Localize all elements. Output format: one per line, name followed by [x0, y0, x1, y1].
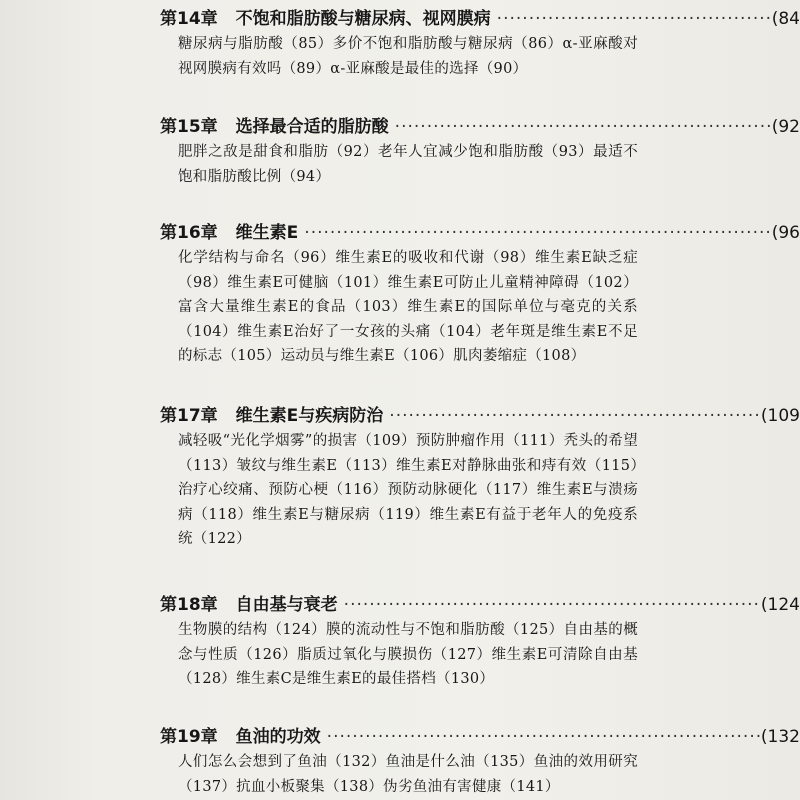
- chapter-page: (92: [771, 117, 800, 137]
- chapter-title: 鱼油的功效: [235, 727, 321, 747]
- chapter-title: 自由基与衰老: [235, 595, 338, 615]
- chapter-entries: 人们怎么会想到了鱼油（132）鱼油是什么油（135）鱼油的效用研究（137）抗血小板聚集（138）伪劣鱼油有害健康（141）: [178, 754, 638, 795]
- leader-dots: [395, 114, 772, 140]
- chapter-title: 选择最合适的脂肪酸: [235, 117, 389, 137]
- chapter-entries: 糖尿病与脂肪酸（85）多价不饱和脂肪酸与糖尿病（86）α-亚麻酸对视网膜病有效吗（89）α-亚麻酸是最佳的选择（90）: [178, 36, 638, 77]
- chapter-heading: [160, 6, 800, 32]
- chapter-page: (124: [760, 595, 800, 615]
- chapter-page: (96: [771, 223, 800, 243]
- chapter-page: (109: [760, 406, 800, 426]
- chapter-page: (132: [760, 727, 800, 747]
- chapter-heading: [160, 592, 800, 618]
- chapter-18: [160, 592, 800, 692]
- chapter-entries: 生物膜的结构（124）膜的流动性与不饱和脂肪酸（125）自由基的概念与性质（126）脂质过氧化与膜损伤（127）维生素E可清除自由基（128）维生素C是维生素E的最佳搭档（130）: [178, 622, 638, 687]
- chapter-number: 第17章: [160, 406, 218, 426]
- chapter-number: 第18章: [160, 595, 218, 615]
- chapter-heading: [160, 403, 800, 429]
- chapter-entries: 减轻吸“光化学烟雾”的损害（109）预防肿瘤作用（111）秃头的希望（113）皱纹与维生素E（113）维生素E对静脉曲张和痔有效（115）治疗心绞痛、预防心梗（116）预防动脉硬化（117）维生素E与溃疡病（118）维生素E与糖尿病（119）维生素E有益于老年人的免疫系统（122）: [178, 433, 638, 547]
- chapter-entries: 肥胖之敌是甜食和脂肪（92）老年人宜减少饱和脂肪酸（93）最适不饱和脂肪酸比例（94）: [178, 144, 638, 185]
- leader-dots: [304, 220, 771, 246]
- chapter-title: 维生素E与疾病防治: [235, 406, 384, 426]
- chapter-number: 第14章: [160, 9, 218, 29]
- chapter-number: 第15章: [160, 117, 218, 137]
- chapter-title: 维生素E: [235, 223, 299, 243]
- chapter-heading: [160, 114, 800, 140]
- chapter-16: [160, 220, 800, 369]
- chapter-15: [160, 114, 800, 189]
- chapter-heading: [160, 220, 800, 246]
- chapter-number: 第19章: [160, 727, 218, 747]
- chapter-page: (84: [771, 9, 800, 29]
- chapter-number: 第16章: [160, 223, 218, 243]
- chapter-14: [160, 6, 800, 81]
- chapter-17: [160, 403, 800, 552]
- leader-dots: [497, 6, 772, 32]
- chapter-entries: 化学结构与命名（96）维生素E的吸收和代谢（98）维生素E缺乏症（98）维生素E可健脑（101）维生素E可防止儿童精神障碍（102）富含大量维生素E的食品（103）维生素E的国际单位与毫克的关系（104）维生素E治好了一女孩的头痛（104）老年斑是维生素E不足的标志（105）运动员与维生素E（106）肌肉萎缩症（108）: [178, 250, 638, 364]
- chapter-19: [160, 724, 800, 799]
- leader-dots: [344, 592, 761, 618]
- chapter-title: 不饱和脂肪酸与糖尿病、视网膜病: [235, 9, 491, 29]
- chapter-heading: [160, 724, 800, 750]
- leader-dots: [389, 403, 761, 429]
- leader-dots: [327, 724, 761, 750]
